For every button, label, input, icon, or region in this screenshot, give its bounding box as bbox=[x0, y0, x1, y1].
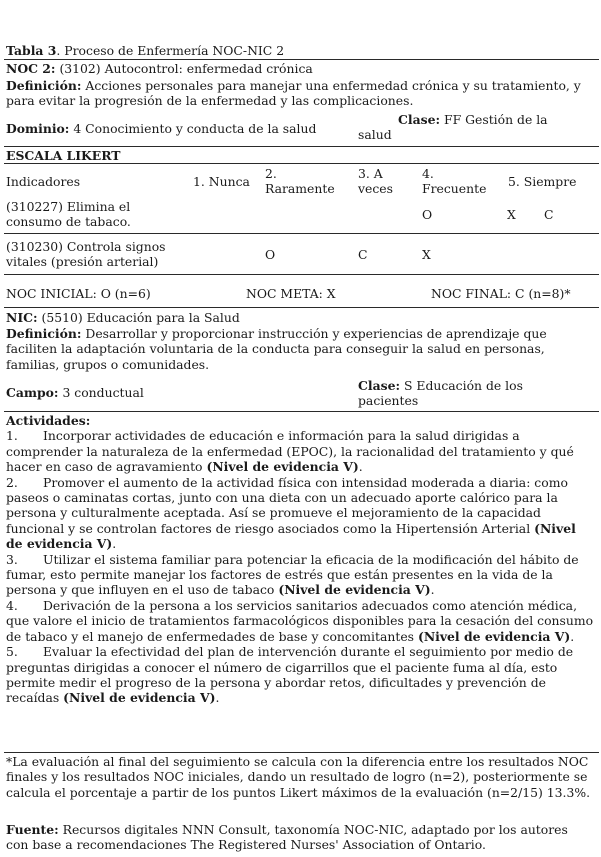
header-indicadores: Indicadores bbox=[6, 174, 81, 189]
campo-text: 3 conductual bbox=[58, 385, 144, 400]
actividad-item: 2. Promover el aumento de la actividad física con intensidad moderada a diaria: como paseos o caminatas cortas, junto con una dieta con un adecuado aporte calórico para la persona y culturalmente aceptada. Así se promueve el mejoramiento de la capacidad funcional y se controlan factores de riesgo asociados como la Hipertensión Arterial (Nivel de evidencia V). bbox=[6, 474, 576, 552]
actividades bbox=[6, 413, 594, 706]
noc-dominio bbox=[6, 121, 316, 136]
campo-label: Campo: bbox=[6, 385, 59, 400]
dominio-text: 4 Conocimiento y conducta de la salud bbox=[69, 121, 317, 136]
rule bbox=[4, 411, 599, 412]
table-title bbox=[6, 43, 284, 58]
fuente bbox=[6, 822, 594, 853]
noc-def-text: Acciones personales para manejar una enfermedad crónica y su tratamiento, y para evitar la progresión de la enfermedad y las complicaciones. bbox=[6, 78, 581, 109]
noc-heading bbox=[6, 61, 595, 76]
noc-definition bbox=[6, 78, 591, 109]
actividad-item: 3. Utilizar el sistema familiar para potenciar la eficacia de la modificación del hábito de fumar, esto permite manejar los factores de estrés que están presentes en la vida de la persona y que influyen en el uso de tabaco (Nivel de evidencia V). bbox=[6, 551, 579, 598]
likert-title: ESCALA LIKERT bbox=[6, 148, 121, 163]
noc-meta: NOC META: X bbox=[246, 286, 336, 301]
noc-clase-text: FF Gestión de la salud bbox=[358, 112, 548, 143]
actividad-item: 4. Derivación de la persona a los servicios sanitarios adecuados como atención médica, que valore el inicio de tratamientos farmacológicos disponibles para la cesación del consumo de tabaco y el manejo de enfermedades de base y concomitantes (Nivel de evidencia V). bbox=[6, 597, 594, 644]
indicator-310230: (310230) Controla signos vitales (presión arterial) bbox=[6, 239, 166, 270]
actividad-item: 5. Evaluar la efectividad del plan de intervención durante el seguimiento por medio de preguntas dirigidas a conocer el número de cigarrillos que el paciente fuma al día, esto permite medir el progreso de la persona y abordar retos, dificultades y prevención de recaídas (Nivel de evidencia V). bbox=[6, 644, 574, 706]
row1-col5-mark-b: C bbox=[544, 207, 554, 222]
evidence-label: (Nivel de evidencia V) bbox=[206, 459, 359, 475]
indicator-310227: (310227) Elimina el consumo de tabaco. bbox=[6, 199, 131, 230]
table-title-rest: . Proceso de Enfermería NOC-NIC 2 bbox=[56, 43, 285, 58]
row2-col2-mark: O bbox=[265, 247, 276, 262]
nic-label: NIC: bbox=[6, 310, 38, 325]
nic-clase-label: Clase: bbox=[358, 378, 401, 393]
header-frecuente: 4. Frecuente bbox=[422, 166, 487, 197]
actividad-item: 1. Incorporar actividades de educación e información para la salud dirigidas a comprender la naturaleza de la enfermedad (EPOC), la racionalidad del tratamiento y qué hacer en caso de agravamiento (Nivel de evidencia V). bbox=[6, 428, 574, 475]
evidence-label: (Nivel de evidencia V) bbox=[417, 628, 571, 644]
nic-campo bbox=[6, 385, 144, 400]
header-siempre: 5. Siempre bbox=[508, 174, 577, 189]
header-nunca: 1. Nunca bbox=[193, 174, 250, 189]
nic-heading bbox=[6, 310, 595, 325]
footnote: *La evaluación al final del seguimiento se calcula con la diferencia entre los resultados NOC finales y los resultados NOC iniciales, dando un resultado de logro (n=2), posteriormente se calcula el porcentaje a partir de los puntos Likert máximos de la evaluación (n=2/15) 13.3%. bbox=[6, 754, 591, 800]
fuente-text: Recursos digitales NNN Consult, taxonomía NOC-NIC, adaptado por los autores con base a recomendaciones The Registered Nurses' Association of Ontario. bbox=[6, 822, 568, 853]
dominio-label: Dominio: bbox=[6, 121, 70, 136]
noc-text: (3102) Autocontrol: enfermedad crónica bbox=[55, 61, 313, 76]
row1-col4-mark: O bbox=[422, 207, 433, 222]
nic-clase bbox=[358, 378, 558, 409]
noc-inicial: NOC INICIAL: O (n=6) bbox=[6, 286, 151, 301]
evidence-label: (Nivel de evidencia V) bbox=[6, 520, 576, 552]
rule bbox=[4, 307, 599, 308]
evidence-label: (Nivel de evidencia V) bbox=[63, 690, 216, 706]
rule bbox=[4, 59, 599, 60]
noc-clase bbox=[358, 112, 563, 143]
rule bbox=[4, 146, 599, 147]
row2-col4-mark: X bbox=[422, 247, 431, 262]
noc-label: NOC 2: bbox=[6, 61, 56, 76]
noc-clase-label: Clase: bbox=[398, 112, 441, 127]
nic-clase-text: S Educación de los pacientes bbox=[358, 378, 523, 409]
evidence-label: (Nivel de evidencia V) bbox=[278, 582, 431, 598]
noc-final: NOC FINAL: C (n=8)* bbox=[431, 286, 571, 301]
nic-text: (5510) Educación para la Salud bbox=[37, 310, 240, 325]
row2-col3-mark: C bbox=[358, 247, 368, 262]
header-raramente: 2. Raramente bbox=[265, 166, 335, 197]
nic-def-label: Definición: bbox=[6, 326, 82, 341]
nic-definition bbox=[6, 326, 594, 372]
table-title-bold: Tabla 3 bbox=[6, 43, 57, 58]
rule bbox=[4, 274, 599, 275]
fuente-label: Fuente: bbox=[6, 822, 59, 837]
header-a-veces: 3. A veces bbox=[358, 166, 393, 197]
nic-def-text: Desarrollar y proporcionar instrucción y experiencias de aprendizaje que faciliten la adaptación voluntaria de la conducta para conseguir la salud en personas, familias, grupos o comunidades. bbox=[6, 326, 547, 372]
row1-col5-mark-a: X bbox=[507, 207, 516, 222]
noc-def-label: Definición: bbox=[6, 78, 82, 93]
actividades-title: Actividades: bbox=[6, 413, 91, 428]
rule bbox=[4, 752, 599, 753]
rule bbox=[4, 233, 599, 234]
